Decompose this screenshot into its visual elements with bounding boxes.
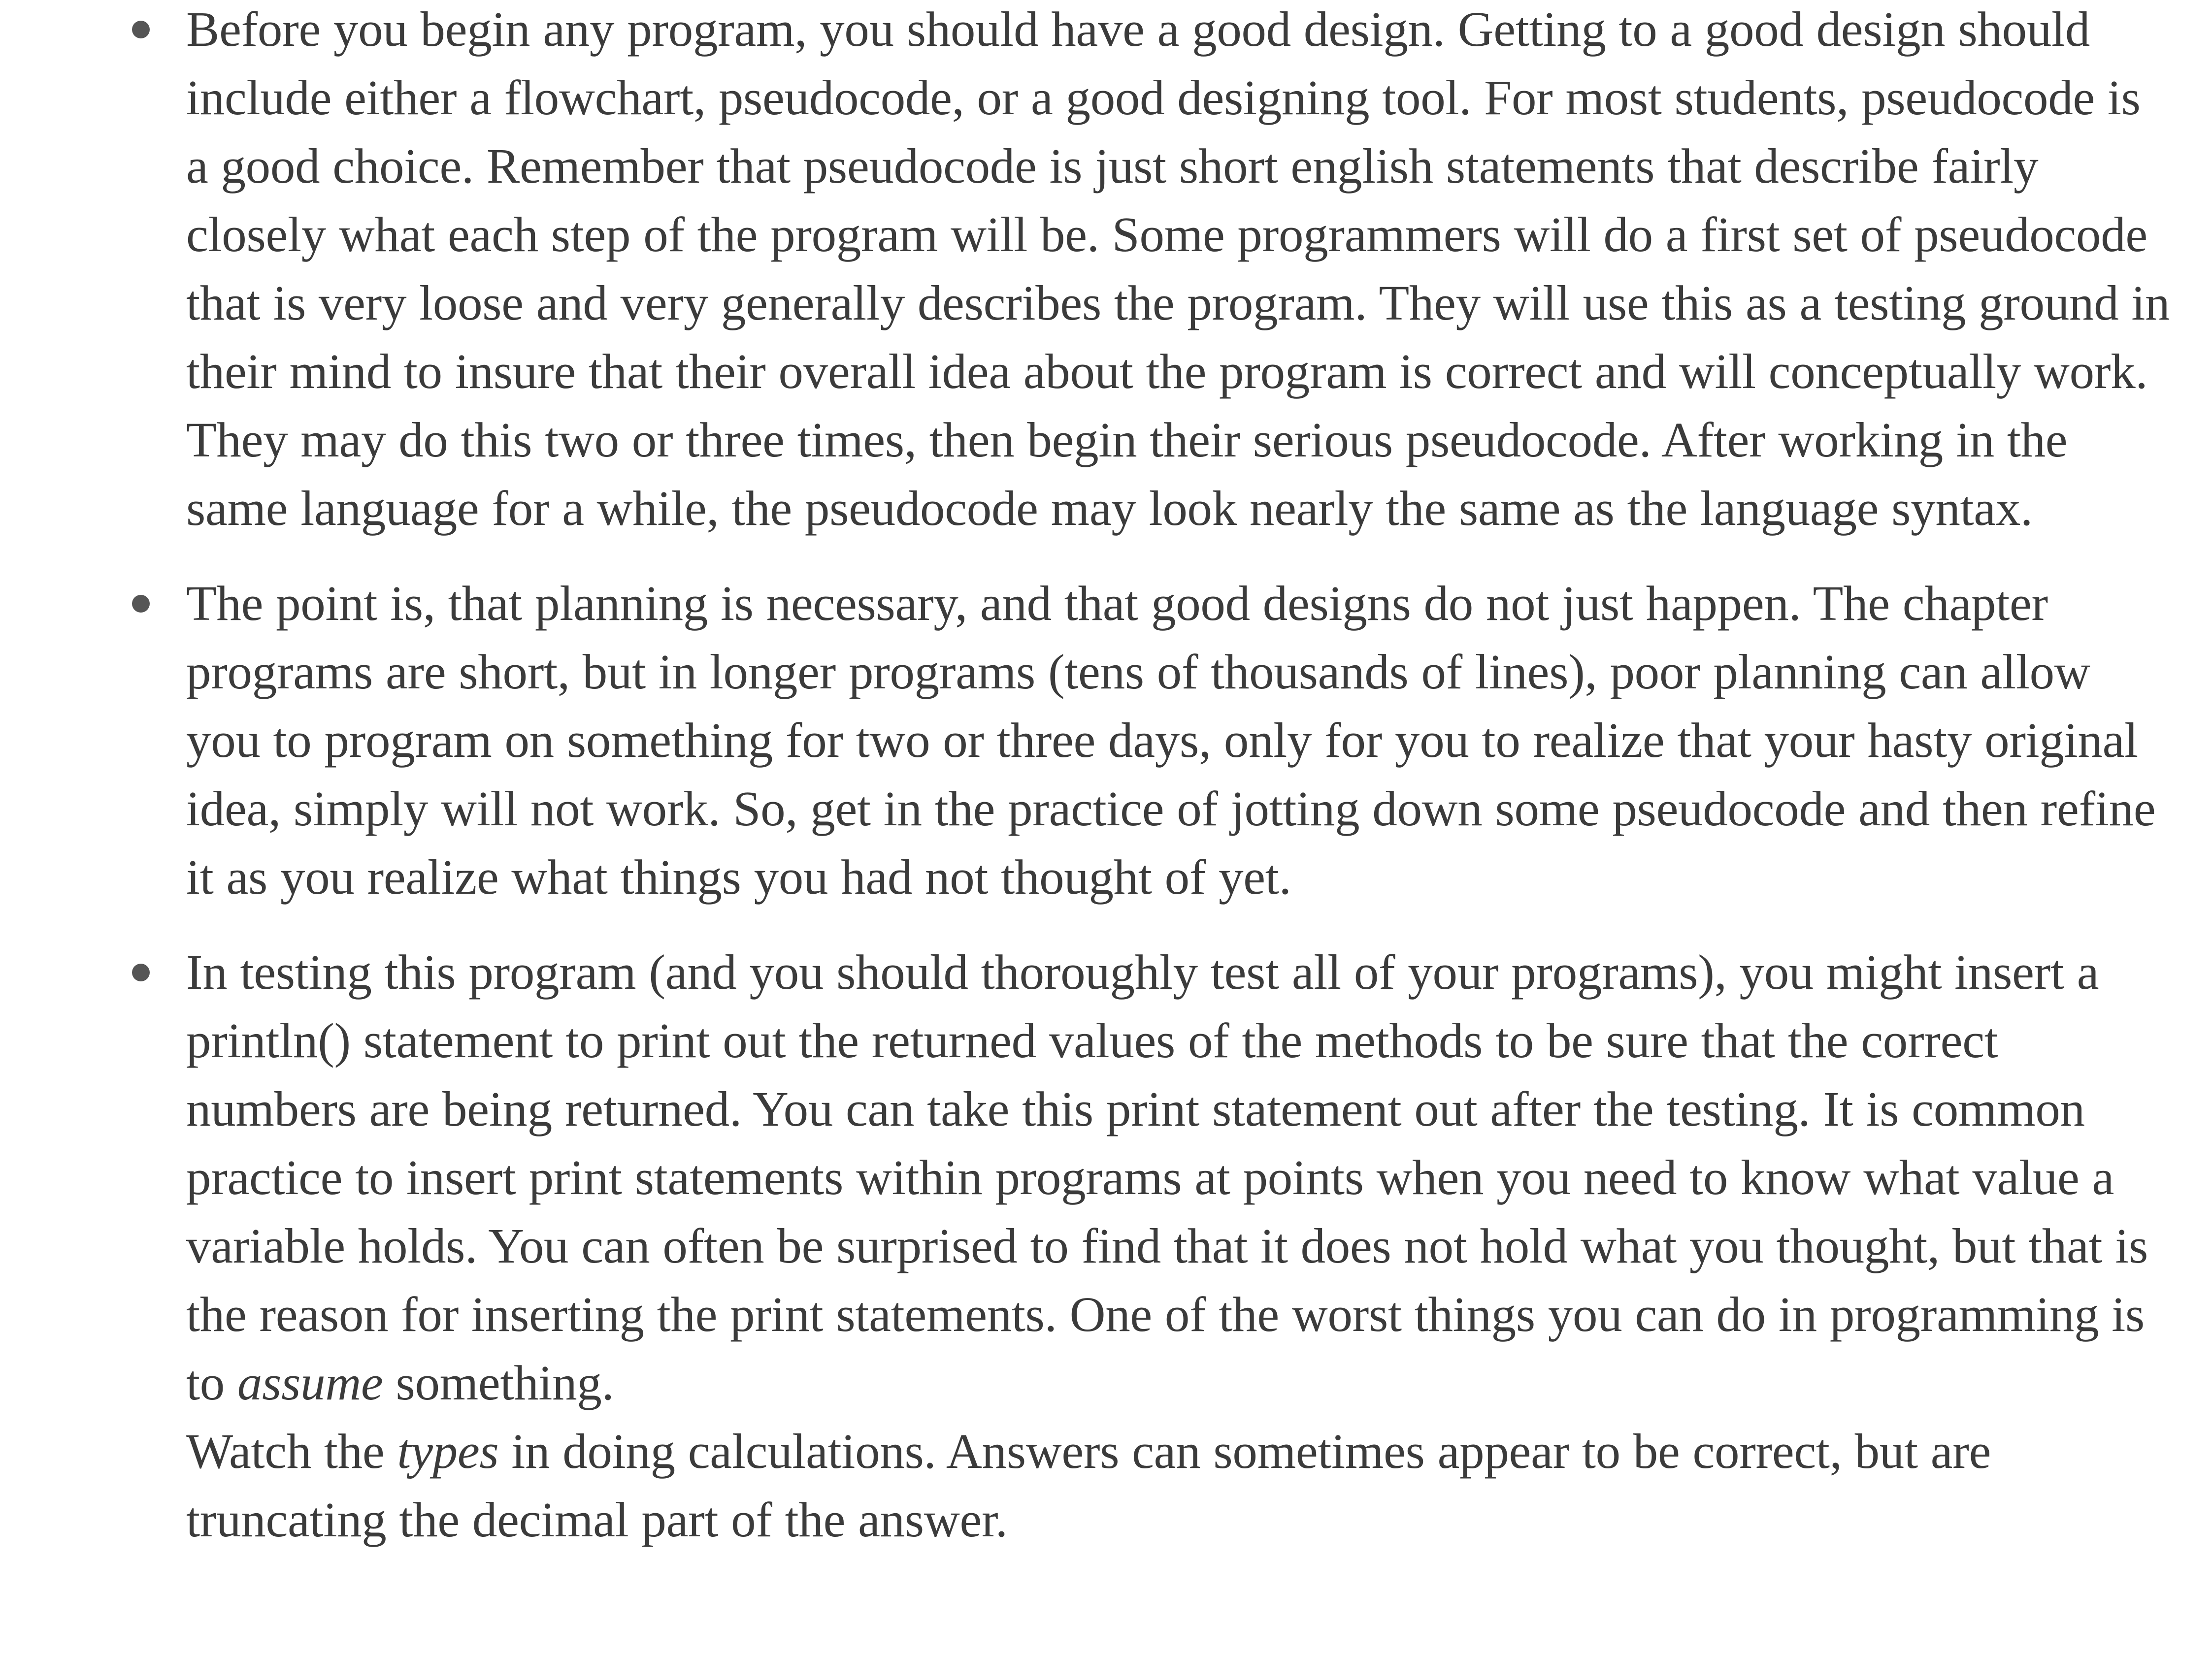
tips-list	[186, 0, 2171, 1554]
list-item-paragraph	[186, 1417, 2171, 1554]
emphasis-text: types	[397, 1424, 499, 1479]
list-item-text: Watch the	[186, 1424, 397, 1479]
list-item-text: something.	[383, 1355, 614, 1410]
emphasis-text: assume	[237, 1355, 383, 1410]
list-item	[186, 0, 2171, 543]
list-item	[186, 938, 2171, 1554]
bullet-icon	[132, 21, 150, 38]
list-item	[186, 569, 2171, 911]
bullet-icon	[132, 595, 150, 613]
list-item-text: The point is, that planning is necessary, and that good designs do not just happen. The chapter programs are short, but in longer programs (tens of thousands of lines), poor planning can allow you to program on something for two or three days, only for you to realize that your hasty original idea, simply will not work. So, get in the practice of jotting down some pseudocode and then refine it as you realize what things you had not thought of yet.	[186, 576, 2156, 905]
list-item-text: In testing this program (and you should thoroughly test all of your programs), you might insert a println() statement to print out the returned values of the methods to be sure that the correct numbers are being returned. You can take this print statement out after the testing. It is common practice to insert print statements within programs at points when you need to know what value a variable holds. You can often be surprised to find that it does not hold what you thought, but that is the reason for inserting the print statements. One of the worst things you can do in programming is to	[186, 944, 2148, 1410]
list-item-text: in doing calculations. Answers can sometimes appear to be correct, but are truncating the decimal part of the answer.	[186, 1424, 1991, 1547]
list-item-text: Before you begin any program, you should have a good design. Getting to a good design should include either a flowchart, pseudocode, or a good designing tool. For most students, pseudocode is a good choice. Remember that pseudocode is just short english statements that describe fairly closely what each step of the program will be. Some programmers will do a first set of pseudocode that is very loose and very generally describes the program. They will use this as a testing ground in their mind to insure that their overall idea about the program is correct and will conceptually work. They may do this two or three times, then begin their serious pseudocode. After working in the same language for a while, the pseudocode may look nearly the same as the language syntax.	[186, 1, 2170, 536]
list-item-paragraph	[186, 938, 2171, 1417]
bullet-icon	[132, 964, 150, 981]
